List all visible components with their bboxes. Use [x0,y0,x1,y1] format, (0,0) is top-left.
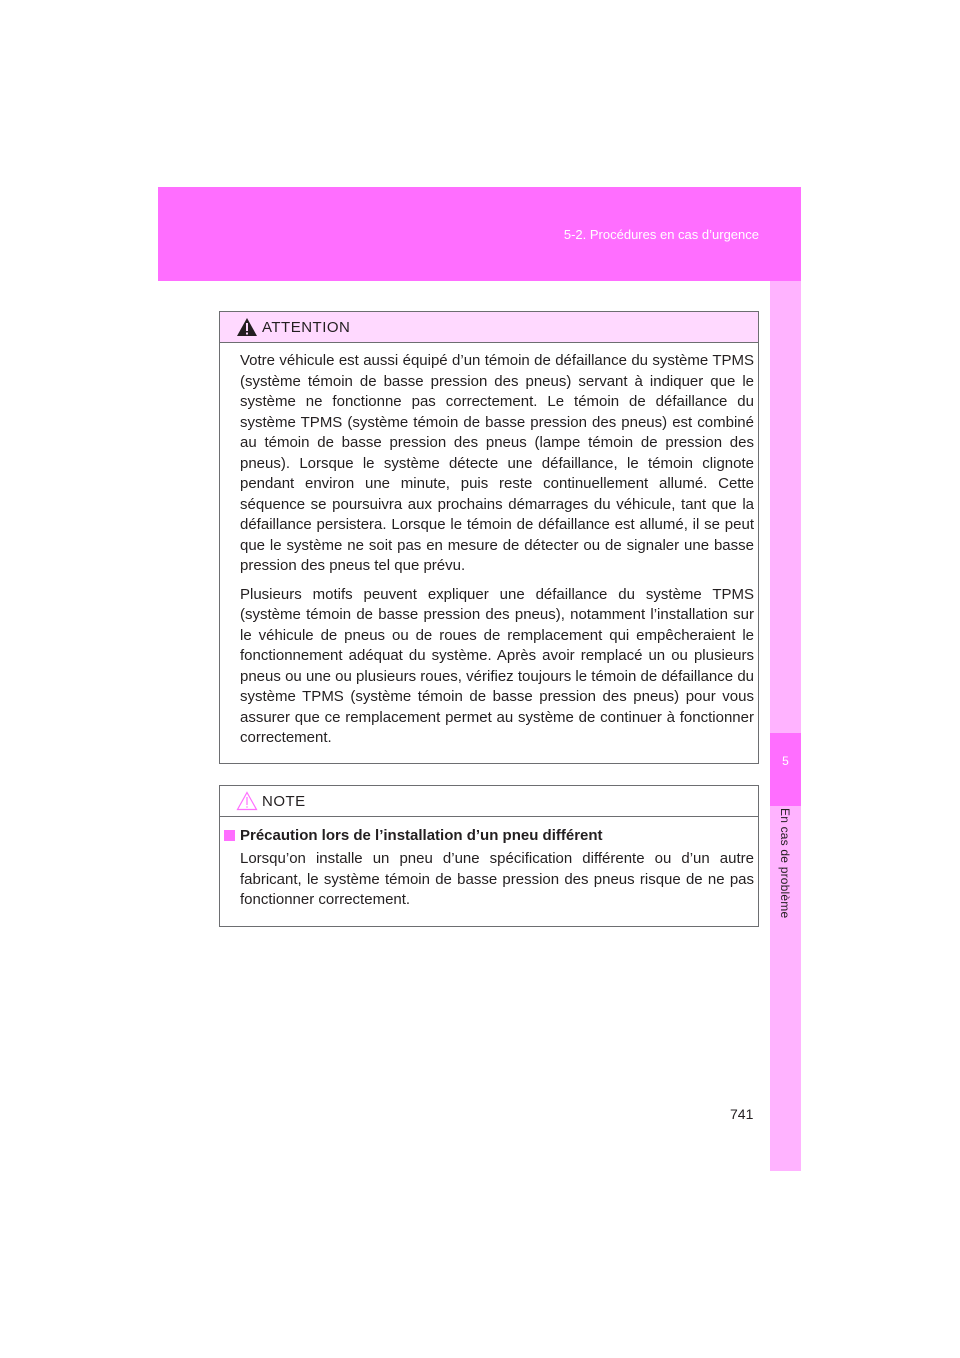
page-number: 741 [730,1106,754,1122]
warning-triangle-icon [236,317,258,337]
caution-triangle-outline-icon [236,791,258,811]
square-bullet-icon [224,830,235,841]
chapter-side-tab [770,281,801,1171]
note-heading [224,827,754,844]
attention-title: ATTENTION [262,319,351,336]
attention-body [220,343,758,749]
section-header-band [158,187,801,281]
attention-box [219,311,759,764]
chapter-title: En cas de problème [778,808,792,919]
chapter-number: 5 [782,754,789,768]
note-body [220,817,758,911]
attention-paragraph-1: Votre véhicule est aussi équipé d’un témoin de défaillance du système TPMS (système témoin de basse pression des pneus) servant à indiquer que le système ne fonctionne pas correctement. Le témoin de défaillance du système TPMS (système témoin de basse pression des pneus) est combiné au témoin de basse pression des pneus (lampe témoin de pression des pneus). Lorsque le système détecte une défaillance, le témoin clignote pendant environ une minute, puis reste continuellement allumé. Cette séquence se poursuivra aux prochains démarrages du véhicule, tant que la défaillance persistera. Lorsque le témoin de défaillance est allumé, il se peut que le système ne soit pas en mesure de détecter ou de signaler une basse pression des pneus tel que prévu. [240,352,754,574]
attention-paragraph-2: Plusieurs motifs peuvent expliquer une défaillance du système TPMS (système témoin de basse pression des pneus), notamment l’installation sur le véhicule de pneus ou de roues de remplacement qui empêcheraient le fonctionnement adéquat du système. Après avoir remplacé un ou plusieurs pneus ou une ou plusieurs roues, vérifiez toujours le témoin de défaillance du système TPMS (système témoin de basse pression des pneus) pour vous assurer que ce remplacement permet au système de continuer à fonctionner correctement. [240,585,754,746]
note-header [220,786,758,817]
note-box [219,785,759,927]
note-paragraph: Lorsqu’on installe un pneu d’une spécification différente ou d’un autre fabricant, le système témoin de basse pression des pneus risque de ne pas fonctionner correctement. [240,850,754,908]
section-title: 5-2. Procédures en cas d’urgence [563,227,759,242]
note-heading-text: Précaution lors de l’installation d’un pneu différent [240,827,603,844]
attention-header [220,312,758,343]
chapter-number-tab [770,733,801,806]
note-title: NOTE [262,793,306,810]
